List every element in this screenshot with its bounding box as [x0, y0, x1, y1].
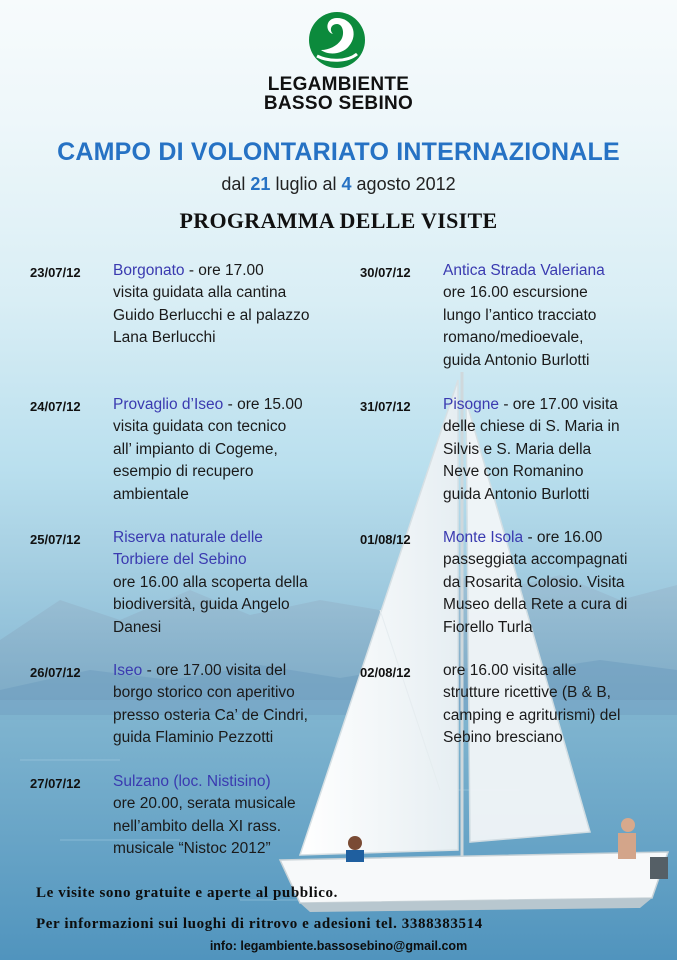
email-line: info: legambiente.bassosebino@gmail.com	[209, 939, 468, 953]
program-title: PROGRAMMA DELLE VISITE	[179, 208, 498, 233]
visit-date: 27/07/12	[30, 776, 81, 791]
visit-date: 23/07/12	[30, 265, 81, 280]
page-title: CAMPO DI VOLONTARIATO INTERNAZIONALE	[57, 138, 620, 166]
visit-item: ore 16.00 visita alle strutture ricettive (B & B, camping e agriturismi) del Sebino bresciano	[443, 662, 621, 747]
visit-item: Riserva naturale delle Torbiere del Sebino ore 16.00 alla scoperta della biodiversità, guida Angelo Danesi	[113, 529, 308, 636]
free-visits-note: Le visite sono gratuite e aperte al pubblico.	[36, 885, 338, 901]
visit-date: 25/07/12	[30, 532, 81, 547]
visit-item: Sulzano (loc. Nistisino) ore 20.00, serata musicale nell’ambito della XI rass. musicale “Nistoc 2012”	[113, 773, 296, 858]
visit-item: Borgonato - ore 17.00 visita guidata alla cantina Guido Berlucchi e al palazzo Lana Berlucchi	[113, 262, 310, 347]
date-range: dal 21 luglio al 4 agosto 2012	[221, 174, 456, 194]
visit-date: 02/08/12	[360, 665, 411, 680]
logo-line2: BASSO SEBINO	[263, 93, 414, 114]
logo-line1: LEGAMBIENTE	[267, 74, 410, 95]
visit-item: Monte Isola - ore 16.00 passeggiata accompagnati da Rosarita Colosio. Visita Museo della Rete a cura di Fiorello Turla	[443, 529, 628, 636]
info-phone-note: Per informazioni sui luoghi di ritrovo e adesioni tel. 3388383514	[36, 916, 483, 932]
visit-date: 24/07/12	[30, 399, 81, 414]
visit-date: 26/07/12	[30, 665, 81, 680]
visit-item: Iseo - ore 17.00 visita del borgo storico con aperitivo presso osteria Ca’ de Cindri, guida Flaminio Pezzotti	[113, 662, 308, 747]
visit-date: 30/07/12	[360, 265, 411, 280]
visit-item: Pisogne - ore 17.00 visita delle chiese di S. Maria in Silvis e S. Maria della Neve con Romanino guida Antonio Burlotti	[443, 396, 620, 503]
visit-date: 01/08/12	[360, 532, 411, 547]
swan-logo-icon	[307, 10, 367, 70]
visit-date: 31/07/12	[360, 399, 411, 414]
visit-item: Provaglio d’Iseo - ore 15.00 visita guidata con tecnico all’ impianto di Cogeme, esempio di recupero ambientale	[113, 396, 303, 503]
visit-item: Antica Strada Valeriana ore 16.00 escursione lungo l’antico tracciato romano/medioevale, guida Antonio Burlotti	[443, 262, 605, 369]
